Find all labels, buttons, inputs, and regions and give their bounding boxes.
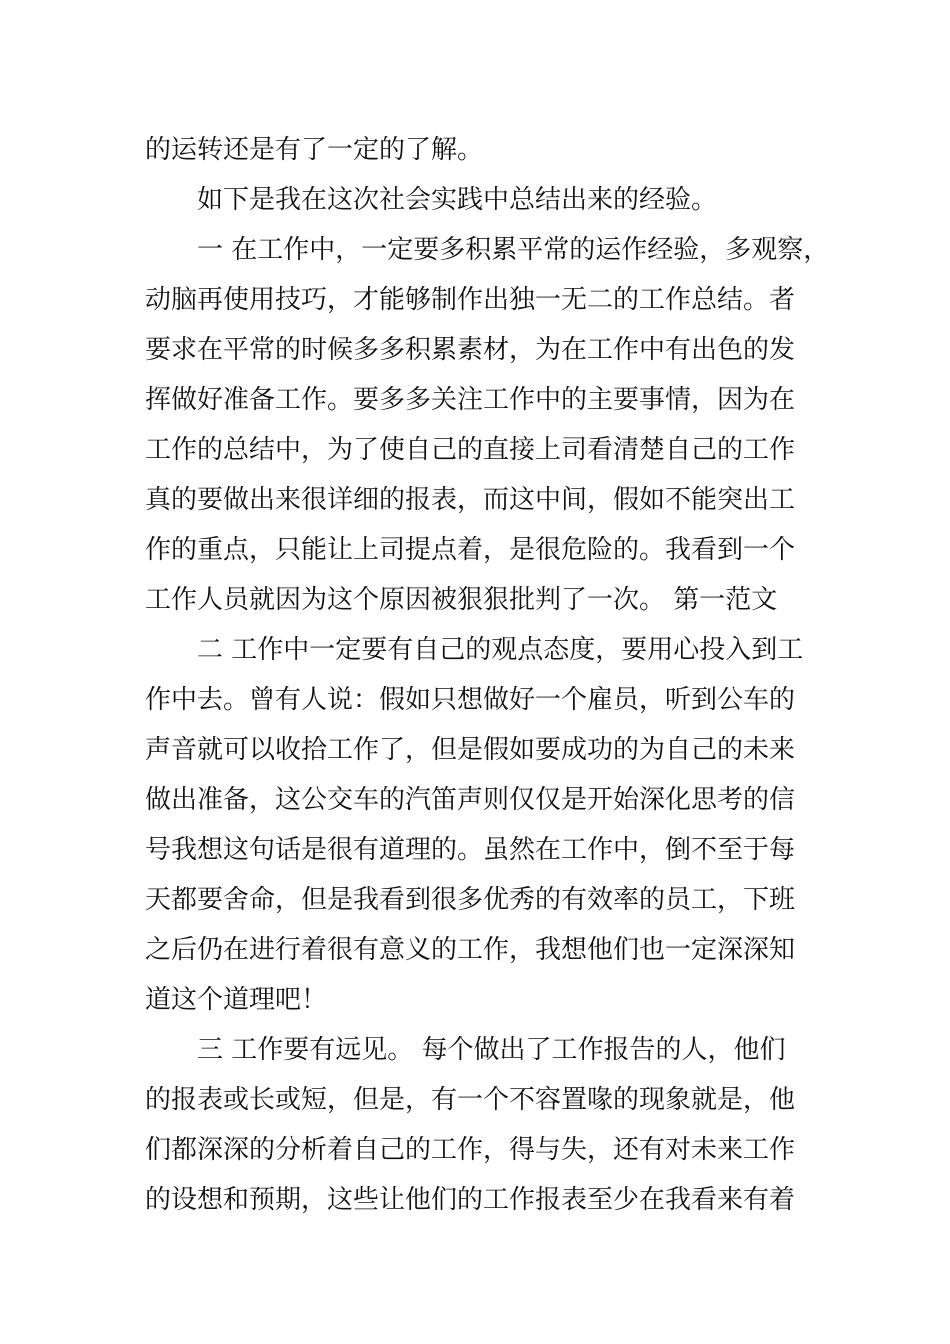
text-line: 的报表或长或短，但是，有一个不容置喙的现象就是，他	[145, 1085, 796, 1115]
text-line: 作的重点，只能让上司提点着，是很危险的。我看到一个	[145, 535, 796, 565]
text-line: 号我想这句话是很有道理的。虽然在工作中，倒不至于每	[145, 835, 796, 865]
text-line: 之后仍在进行着很有意义的工作，我想他们也一定深深知	[145, 935, 796, 965]
text-line: 动脑再使用技巧，才能够制作出独一无二的工作总结。者	[145, 285, 796, 315]
text-line: 天都要舍命，但是我看到很多优秀的有效率的员工，下班	[145, 885, 796, 915]
text-line: 工作的总结中，为了使自己的直接上司看清楚自己的工作	[145, 435, 796, 465]
text-line: 们都深深的分析着自己的工作，得与失，还有对未来工作	[145, 1135, 796, 1165]
text-line: 要求在平常的时候多多积累素材，为在工作中有出色的发	[145, 335, 796, 365]
text-line: 道这个道理吧！	[145, 985, 328, 1015]
text-line: 如下是我在这次社会实践中总结出来的经验。	[197, 185, 718, 215]
text-line: 真的要做出来很详细的报表，而这中间，假如不能突出工	[145, 485, 796, 515]
text-line: 二 工作中一定要有自己的观点态度，要用心投入到工	[197, 635, 804, 665]
text-line: 做出准备，这公交车的汽笛声则仅仅是开始深化思考的信	[145, 785, 796, 815]
text-line: 的设想和预期，这些让他们的工作报表至少在我看来有着	[145, 1185, 796, 1215]
text-line: 一 在工作中，一定要多积累平常的运作经验，多观察，	[197, 235, 830, 265]
text-line: 三 工作要有远见。 每个做出了工作报告的人，他们	[197, 1035, 786, 1065]
text-line: 作中去。曾有人说：假如只想做好一个雇员，听到公车的	[145, 685, 796, 715]
text-line: 的运转还是有了一定的了解。	[145, 135, 484, 165]
text-line: 挥做好准备工作。要多多关注工作中的主要事情，因为在	[145, 385, 796, 415]
text-line: 工作人员就因为这个原因被狠狠批判了一次。 第一范文	[145, 585, 778, 615]
text-line: 声音就可以收拾工作了，但是假如要成功的为自己的未来	[145, 735, 796, 765]
